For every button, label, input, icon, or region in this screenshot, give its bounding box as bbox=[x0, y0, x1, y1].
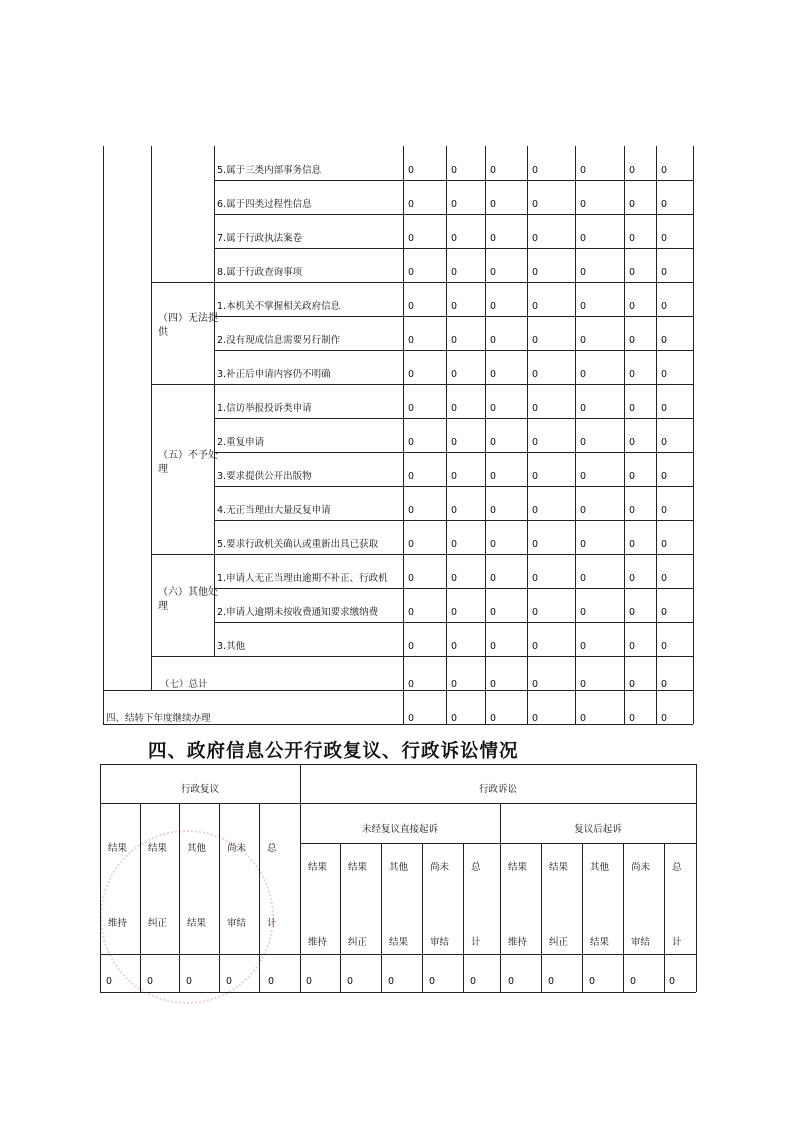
review-litigation-value: 0 bbox=[268, 976, 275, 987]
row-value: 0 bbox=[451, 641, 458, 652]
row-label: 4.无正当理由大量反复申请 bbox=[217, 505, 331, 516]
row-value: 0 bbox=[629, 505, 636, 516]
row-value: 0 bbox=[408, 335, 415, 346]
row-value: 0 bbox=[629, 641, 636, 652]
litigation-col-head-bottom: 审结 bbox=[631, 937, 651, 948]
row-value: 0 bbox=[580, 539, 587, 550]
row-value: 0 bbox=[629, 301, 636, 312]
grid-line bbox=[151, 282, 693, 283]
row-value: 0 bbox=[451, 573, 458, 584]
row-value: 0 bbox=[408, 165, 415, 176]
row-value: 0 bbox=[629, 233, 636, 244]
review-litigation-value: 0 bbox=[226, 976, 233, 987]
row-value: 0 bbox=[661, 301, 668, 312]
row-value: 0 bbox=[661, 539, 668, 550]
review-litigation-value: 0 bbox=[306, 976, 313, 987]
category-cannot-provide: （四）无法提供 bbox=[158, 313, 218, 338]
litigation-col-head-top: 其他 bbox=[590, 862, 610, 873]
grid-line bbox=[381, 843, 382, 992]
litigation-col-head-bottom: 计 bbox=[471, 937, 481, 948]
row-value: 0 bbox=[661, 641, 668, 652]
grid-line bbox=[527, 146, 528, 724]
review-col-head-top: 总 bbox=[267, 843, 277, 854]
review-litigation-value: 0 bbox=[147, 976, 154, 987]
row-label: 2.重复申请 bbox=[217, 437, 265, 448]
row-value: 0 bbox=[451, 301, 458, 312]
total-label: （七）总计 bbox=[160, 679, 208, 690]
litigation-col-head-top: 其他 bbox=[389, 862, 409, 873]
grid-line bbox=[446, 146, 447, 724]
grid-line bbox=[214, 146, 215, 656]
row-value: 0 bbox=[532, 573, 539, 584]
grid-line bbox=[100, 764, 696, 765]
row-value: 0 bbox=[629, 539, 636, 550]
row-value: 0 bbox=[451, 199, 458, 210]
row-label: 7.属于行政执法案卷 bbox=[217, 233, 303, 244]
grid-line bbox=[100, 954, 696, 955]
row-value: 0 bbox=[629, 471, 636, 482]
total-value: 0 bbox=[661, 679, 668, 690]
row-value: 0 bbox=[629, 165, 636, 176]
row-value: 0 bbox=[451, 505, 458, 516]
row-label: 5.属于三类内部事务信息 bbox=[217, 165, 322, 176]
carry-over-value: 0 bbox=[490, 713, 497, 724]
grid-line bbox=[214, 316, 693, 317]
grid-line bbox=[259, 803, 260, 992]
carry-over-value: 0 bbox=[580, 713, 587, 724]
row-value: 0 bbox=[580, 165, 587, 176]
row-value: 0 bbox=[580, 607, 587, 618]
grid-line bbox=[624, 146, 625, 724]
row-value: 0 bbox=[408, 233, 415, 244]
row-value: 0 bbox=[580, 301, 587, 312]
row-label: 1.申请人无正当理由逾期不补正、行政机 bbox=[217, 573, 388, 584]
row-value: 0 bbox=[532, 471, 539, 482]
review-litigation-value: 0 bbox=[669, 976, 676, 987]
grid-line bbox=[103, 146, 104, 724]
row-value: 0 bbox=[408, 641, 415, 652]
grid-line bbox=[179, 803, 180, 992]
grid-line bbox=[214, 248, 693, 249]
row-value: 0 bbox=[661, 607, 668, 618]
grid-line bbox=[693, 146, 694, 724]
grid-line bbox=[214, 350, 693, 351]
grid-line bbox=[214, 588, 693, 589]
grid-line bbox=[214, 418, 693, 419]
row-value: 0 bbox=[532, 437, 539, 448]
row-value: 0 bbox=[408, 539, 415, 550]
review-col-head-top: 结果 bbox=[148, 843, 168, 854]
row-value: 0 bbox=[532, 641, 539, 652]
row-value: 0 bbox=[451, 471, 458, 482]
row-label: 1.本机关不掌握相关政府信息 bbox=[217, 301, 341, 312]
row-value: 0 bbox=[661, 471, 668, 482]
row-value: 0 bbox=[629, 267, 636, 278]
carry-over-label: 四、结转下年度继续办理 bbox=[106, 713, 211, 724]
row-label: 3.要求提供公开出版物 bbox=[217, 471, 312, 482]
row-value: 0 bbox=[580, 573, 587, 584]
row-value: 0 bbox=[408, 471, 415, 482]
total-value: 0 bbox=[451, 679, 458, 690]
row-value: 0 bbox=[661, 233, 668, 244]
row-value: 0 bbox=[451, 165, 458, 176]
litigation-col-head-top: 结果 bbox=[348, 862, 368, 873]
review-col-head-top: 结果 bbox=[108, 843, 128, 854]
litigation-col-head-top: 总 bbox=[672, 862, 682, 873]
row-value: 0 bbox=[451, 233, 458, 244]
row-value: 0 bbox=[661, 335, 668, 346]
grid-line bbox=[140, 803, 141, 992]
grid-line bbox=[340, 843, 341, 992]
total-value: 0 bbox=[629, 679, 636, 690]
review-litigation-value: 0 bbox=[347, 976, 354, 987]
row-value: 0 bbox=[451, 267, 458, 278]
row-value: 0 bbox=[408, 301, 415, 312]
row-value: 0 bbox=[532, 199, 539, 210]
row-value: 0 bbox=[490, 539, 497, 550]
row-value: 0 bbox=[490, 369, 497, 380]
grid-line bbox=[500, 803, 501, 992]
row-value: 0 bbox=[490, 573, 497, 584]
review-litigation-value: 0 bbox=[548, 976, 555, 987]
row-value: 0 bbox=[532, 607, 539, 618]
row-value: 0 bbox=[408, 369, 415, 380]
row-value: 0 bbox=[580, 335, 587, 346]
row-value: 0 bbox=[408, 199, 415, 210]
row-value: 0 bbox=[532, 301, 539, 312]
carry-over-value: 0 bbox=[408, 713, 415, 724]
grid-line bbox=[151, 656, 693, 657]
grid-line bbox=[575, 146, 576, 724]
row-value: 0 bbox=[661, 267, 668, 278]
row-value: 0 bbox=[408, 267, 415, 278]
row-label: 2.申请人逾期未按收费通知要求缴纳费 bbox=[217, 607, 379, 618]
row-value: 0 bbox=[661, 403, 668, 414]
row-value: 0 bbox=[490, 403, 497, 414]
review-litigation-value: 0 bbox=[106, 976, 113, 987]
row-value: 0 bbox=[532, 369, 539, 380]
review-col-head-bottom: 维持 bbox=[108, 918, 128, 929]
section-title: 四、政府信息公开行政复议、行政诉讼情况 bbox=[148, 741, 519, 762]
row-value: 0 bbox=[490, 165, 497, 176]
grid-line bbox=[151, 554, 693, 555]
row-value: 0 bbox=[580, 233, 587, 244]
total-value: 0 bbox=[532, 679, 539, 690]
litigation-col-head-bottom: 维持 bbox=[508, 937, 528, 948]
carry-over-value: 0 bbox=[661, 713, 668, 724]
litigation-col-head-bottom: 维持 bbox=[308, 937, 328, 948]
row-value: 0 bbox=[532, 505, 539, 516]
row-value: 0 bbox=[451, 403, 458, 414]
total-value: 0 bbox=[490, 679, 497, 690]
row-label: 1.信访举报投诉类申请 bbox=[217, 403, 312, 414]
grid-line bbox=[214, 520, 693, 521]
row-value: 0 bbox=[490, 335, 497, 346]
row-value: 0 bbox=[451, 369, 458, 380]
review-col-head-bottom: 纠正 bbox=[148, 918, 168, 929]
total-value: 0 bbox=[408, 679, 415, 690]
row-value: 0 bbox=[580, 199, 587, 210]
row-value: 0 bbox=[408, 437, 415, 448]
litigation-col-head-top: 结果 bbox=[549, 862, 569, 873]
row-value: 0 bbox=[490, 607, 497, 618]
review-litigation-value: 0 bbox=[186, 976, 193, 987]
row-label: 3.其他 bbox=[217, 641, 246, 652]
review-col-head-bottom: 计 bbox=[267, 918, 277, 929]
row-value: 0 bbox=[490, 301, 497, 312]
review-litigation-value: 0 bbox=[508, 976, 515, 987]
row-value: 0 bbox=[661, 505, 668, 516]
row-value: 0 bbox=[490, 233, 497, 244]
row-value: 0 bbox=[629, 199, 636, 210]
row-value: 0 bbox=[451, 437, 458, 448]
category-other-processing: （六）其他处理 bbox=[158, 587, 218, 612]
row-value: 0 bbox=[490, 641, 497, 652]
litigation-col-head-top: 尚未 bbox=[631, 862, 651, 873]
grid-line bbox=[582, 843, 583, 992]
row-value: 0 bbox=[661, 165, 668, 176]
grid-line bbox=[214, 214, 693, 215]
review-col-head-bottom: 结果 bbox=[187, 918, 207, 929]
review-litigation-value: 0 bbox=[388, 976, 395, 987]
row-value: 0 bbox=[451, 607, 458, 618]
grid-line bbox=[151, 384, 693, 385]
litigation-col-head-bottom: 结果 bbox=[590, 937, 610, 948]
row-label: 5.要求行政机关确认或重新出具已获取 bbox=[217, 539, 379, 550]
row-label: 8.属于行政查询事项 bbox=[217, 267, 303, 278]
grid-line bbox=[403, 146, 404, 724]
row-value: 0 bbox=[532, 267, 539, 278]
row-value: 0 bbox=[629, 403, 636, 414]
grid-line bbox=[151, 146, 152, 690]
row-value: 0 bbox=[629, 437, 636, 448]
row-value: 0 bbox=[629, 607, 636, 618]
row-value: 0 bbox=[629, 335, 636, 346]
row-value: 0 bbox=[580, 641, 587, 652]
grid-line bbox=[696, 764, 697, 992]
row-value: 0 bbox=[490, 437, 497, 448]
row-value: 0 bbox=[408, 607, 415, 618]
litigation-col-head-top: 结果 bbox=[308, 862, 328, 873]
row-value: 0 bbox=[532, 165, 539, 176]
review-litigation-value: 0 bbox=[429, 976, 436, 987]
review-col-head-bottom: 审结 bbox=[227, 918, 247, 929]
litigation-col-head-bottom: 计 bbox=[672, 937, 682, 948]
row-label: 2.没有现成信息需要另行制作 bbox=[217, 335, 341, 346]
row-value: 0 bbox=[490, 471, 497, 482]
row-value: 0 bbox=[629, 573, 636, 584]
row-value: 0 bbox=[661, 437, 668, 448]
category-not-processed: （五）不予处理 bbox=[158, 450, 218, 475]
litigation-col-head-bottom: 纠正 bbox=[348, 937, 368, 948]
row-value: 0 bbox=[580, 471, 587, 482]
grid-line bbox=[541, 843, 542, 992]
litigation-col-head-top: 尚未 bbox=[430, 862, 450, 873]
review-header: 行政复议 bbox=[180, 784, 219, 795]
litigation-header: 行政诉讼 bbox=[478, 784, 517, 795]
row-value: 0 bbox=[532, 335, 539, 346]
grid-line bbox=[214, 622, 693, 623]
grid-line bbox=[214, 486, 693, 487]
row-value: 0 bbox=[532, 233, 539, 244]
row-value: 0 bbox=[580, 505, 587, 516]
row-value: 0 bbox=[408, 403, 415, 414]
row-value: 0 bbox=[580, 437, 587, 448]
grid-line bbox=[422, 843, 423, 992]
litigation-col-head-bottom: 纠正 bbox=[549, 937, 569, 948]
row-value: 0 bbox=[661, 199, 668, 210]
review-litigation-value: 0 bbox=[589, 976, 596, 987]
grid-line bbox=[623, 843, 624, 992]
grid-line bbox=[214, 180, 693, 181]
carry-over-value: 0 bbox=[451, 713, 458, 724]
review-litigation-value: 0 bbox=[470, 976, 477, 987]
grid-line bbox=[300, 764, 301, 992]
grid-line bbox=[300, 843, 696, 844]
row-value: 0 bbox=[408, 505, 415, 516]
row-value: 0 bbox=[661, 573, 668, 584]
row-value: 0 bbox=[451, 539, 458, 550]
grid-line bbox=[100, 992, 696, 993]
row-value: 0 bbox=[661, 369, 668, 380]
row-label: 3.补正后申请内容仍不明确 bbox=[217, 369, 331, 380]
grid-line bbox=[214, 452, 693, 453]
total-value: 0 bbox=[580, 679, 587, 690]
review-litigation-value: 0 bbox=[630, 976, 637, 987]
after-review-litigation-header: 复议后起诉 bbox=[574, 824, 622, 835]
row-value: 0 bbox=[580, 369, 587, 380]
row-value: 0 bbox=[490, 505, 497, 516]
row-value: 0 bbox=[580, 403, 587, 414]
litigation-col-head-top: 结果 bbox=[508, 862, 528, 873]
grid-line bbox=[100, 764, 101, 992]
row-value: 0 bbox=[408, 573, 415, 584]
row-label: 6.属于四类过程性信息 bbox=[217, 199, 312, 210]
row-value: 0 bbox=[490, 267, 497, 278]
row-value: 0 bbox=[532, 539, 539, 550]
grid-line bbox=[100, 803, 696, 804]
grid-line bbox=[656, 146, 657, 724]
grid-line bbox=[485, 146, 486, 724]
carry-over-value: 0 bbox=[532, 713, 539, 724]
litigation-col-head-bottom: 结果 bbox=[389, 937, 409, 948]
row-value: 0 bbox=[580, 267, 587, 278]
review-col-head-top: 尚未 bbox=[227, 843, 247, 854]
litigation-col-head-bottom: 审结 bbox=[430, 937, 450, 948]
review-col-head-top: 其他 bbox=[187, 843, 207, 854]
grid-line bbox=[463, 843, 464, 992]
direct-litigation-header: 未经复议直接起诉 bbox=[361, 824, 438, 835]
grid-line bbox=[664, 843, 665, 992]
row-value: 0 bbox=[532, 403, 539, 414]
row-value: 0 bbox=[629, 369, 636, 380]
carry-over-value: 0 bbox=[629, 713, 636, 724]
row-value: 0 bbox=[451, 335, 458, 346]
grid-line bbox=[219, 803, 220, 992]
litigation-col-head-top: 总 bbox=[471, 862, 481, 873]
row-value: 0 bbox=[490, 199, 497, 210]
